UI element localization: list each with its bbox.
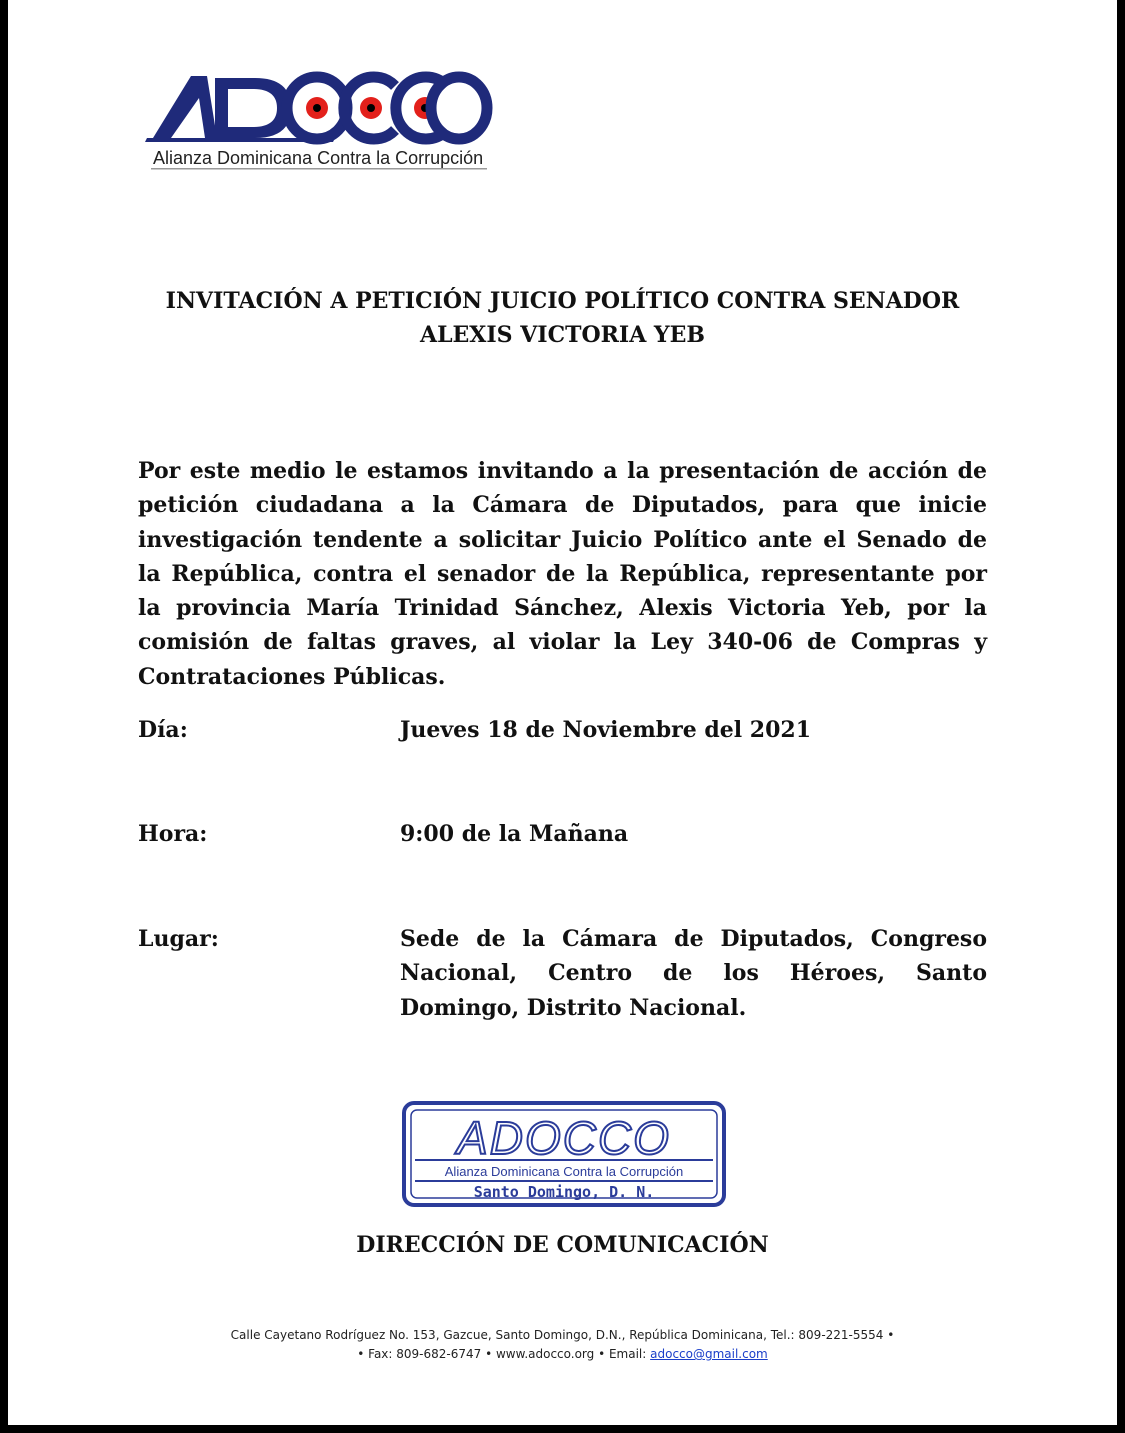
signature-department: DIRECCIÓN DE COMUNICACIÓN — [356, 1232, 769, 1258]
logo-black-dot-2 — [367, 104, 375, 112]
page-footer — [8, 1326, 1117, 1364]
footer-contact — [8, 1345, 1117, 1364]
logo-letter-o2 — [431, 77, 487, 139]
logo-subtitle: Alianza Dominicana Contra la Corrupción — [153, 148, 484, 168]
title-line-1: INVITACIÓN A PETICIÓN JUICIO POLÍTICO CONTRA SENADOR — [165, 288, 960, 314]
logo-black-dot-1 — [313, 104, 321, 112]
logo-wordmark — [145, 76, 487, 142]
organization-stamp — [401, 1100, 727, 1208]
logo-subtitle-rule — [151, 168, 487, 170]
stamp-subtitle: Alianza Dominicana Contra la Corrupción — [444, 1164, 684, 1179]
footer-contact-text: • Fax: 809-682-6747 • www.adocco.org • Email: — [357, 1347, 651, 1361]
lugar-label: Lugar: — [138, 926, 219, 952]
logo-letter-a — [153, 76, 217, 138]
invitation-paragraph: Por este medio le estamos invitando a la presentación de acción de petición ciudadana a la Cámara de Diputados, para que inicie investigación tendente a solicitar Juicio Político ante el Senado de la República, contra el senador de la República, representante por la provincia María Trinidad Sánchez, Alexis Victoria Yeb, por la comisión de faltas graves, al violar la Ley 340-06 de Compras y Contrataciones Públicas. — [138, 458, 987, 690]
dia-value: Jueves 18 de Noviembre del 2021 — [400, 717, 811, 743]
hora-label: Hora: — [138, 821, 208, 847]
hora-value: 9:00 de la Mañana — [400, 821, 629, 847]
title-line-2: ALEXIS VICTORIA YEB — [420, 322, 705, 348]
footer-address: Calle Cayetano Rodríguez No. 153, Gazcue, Santo Domingo, D.N., República Dominicana, Tel.: 809-221-5554 • — [230, 1328, 895, 1342]
document-title — [8, 284, 1117, 352]
adocco-logo — [145, 68, 495, 173]
document-page — [8, 0, 1117, 1425]
stamp-wordmark: ADOCCO — [457, 1112, 671, 1164]
logo-letter-d — [215, 78, 291, 138]
stamp-location: Santo Domingo, D. N. — [473, 1183, 655, 1201]
dia-label: Día: — [138, 717, 188, 743]
lugar-value: Sede de la Cámara de Diputados, Congreso Nacional, Centro de los Héroes, Santo Domingo, Distrito Nacional. — [400, 926, 987, 1021]
footer-email-link[interactable]: adocco@gmail.com — [650, 1347, 768, 1361]
